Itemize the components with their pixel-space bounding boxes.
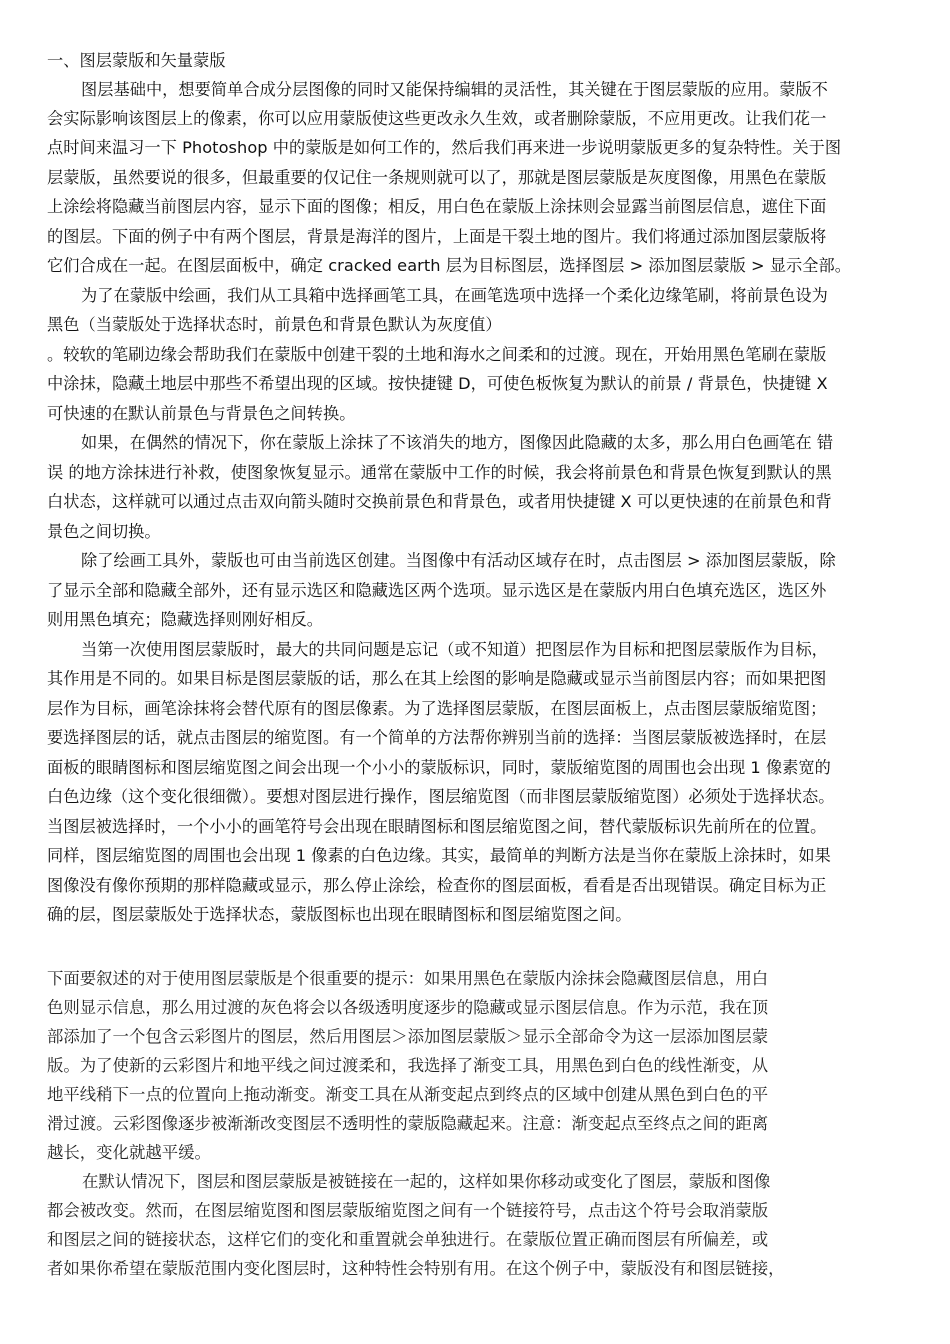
paragraph-line: 都会被改变。然而，在图层缩览图和图层蒙版缩览图之间有一个链接符号，点击这个符号会取消蒙版 <box>47 1201 769 1220</box>
paragraph-line: 色则显示信息，那么用过渡的灰色将会以各级透明度逐步的隐藏或显示图层信息。作为示范，我在顶 <box>47 998 769 1017</box>
paragraph-line: 会实际影响该图层上的像素，你可以应用蒙版使这些更改永久生效，或者删除蒙版，不应用更改。让我们花一 <box>47 109 827 128</box>
paragraph-line: 白状态，这样就可以通过点击双向箭头随时交换前景色和背景色，或者用快捷键 X 可以更快速的在前景色和背 <box>47 492 832 511</box>
paragraph-line: 景色之间切换。 <box>47 522 161 541</box>
paragraph-line: 它们合成在一起。在图层面板中，确定 cracked earth 层为目标图层，选择图层 > 添加图层蒙版 > 显示全部。 <box>47 256 852 275</box>
paragraph-line: 层作为目标，画笔涂抹将会替代原有的图层像素。为了选择图层蒙版，在图层面板上，点击图层蒙版缩览图； <box>47 699 827 718</box>
paragraph-line: 当图层被选择时，一个小小的画笔符号会出现在眼睛图标和图层缩览图之间，替代蒙版标识先前所在的位置。 <box>47 817 827 836</box>
paragraph-line: 除了绘画工具外，蒙版也可由当前选区创建。当图像中有活动区域存在时，点击图层 > 添加图层蒙版，除 <box>81 551 836 570</box>
paragraph-line: 越长，变化就越平缓。 <box>47 1143 211 1162</box>
paragraph-line: 部添加了一个包含云彩图片的图层，然后用图层＞添加图层蒙版＞显示全部命令为这一层添加图层蒙 <box>47 1027 769 1046</box>
paragraph-line: 了显示全部和隐藏全部外，还有显示选区和隐藏选区两个选项。显示选区是在蒙版内用白色填充选区，选区外 <box>47 581 827 600</box>
paragraph-line: 滑过渡。云彩图像逐步被渐渐改变图层不透明性的蒙版隐藏起来。注意：渐变起点至终点之间的距离 <box>47 1114 769 1133</box>
paragraph-line: 同样，图层缩览图的周围也会出现 1 像素的白色边缘。其实，最简单的判断方法是当你在蒙版上涂抹时，如果 <box>47 846 831 865</box>
paragraph-line: 的图层。下面的例子中有两个图层，背景是海洋的图片，上面是干裂土地的图片。我们将通过添加图层蒙版将 <box>47 227 827 246</box>
paragraph-line: 下面要叙述的对于使用图层蒙版是个很重要的提示：如果用黑色在蒙版内涂抹会隐藏图层信息，用白 <box>47 969 769 988</box>
paragraph-line: 白色边缘（这个变化很细微）。要想对图层进行操作，图层缩览图（而非图层蒙版缩览图）必须处于选择状态。 <box>47 787 835 806</box>
paragraph-line: 如果，在偶然的情况下，你在蒙版上涂抹了不该消失的地方，图像因此隐藏的太多，那么用白色画笔在 错 <box>81 433 834 452</box>
paragraph-line: 要选择图层的话，就点击图层的缩览图。有一个简单的方法帮你辨别当前的选择：当图层蒙版被选择时，在层 <box>47 728 827 747</box>
paragraph-line: 者如果你希望在蒙版范围内变化图层时，这种特性会特别有用。在这个例子中，蒙版没有和图层链接， <box>47 1259 785 1278</box>
paragraph-line: 图像没有像你预期的那样隐藏或显示，那么停止涂绘，检查你的图层面板，看看是否出现错误。确定目标为正 <box>47 876 827 895</box>
paragraph-line: 在默认情况下，图层和图层蒙版是被链接在一起的，这样如果你移动或变化了图层，蒙版和图像 <box>82 1172 771 1191</box>
document-title: 一、图层蒙版和矢量蒙版 <box>47 51 226 70</box>
paragraph-line: 为了在蒙版中绘画，我们从工具箱中选择画笔工具，在画笔选项中选择一个柔化边缘笔刷，将前景色设为 <box>81 286 828 305</box>
paragraph-line: 当第一次使用图层蒙版时，最大的共同问题是忘记（或不知道）把图层作为目标和把图层蒙版作为目标， <box>81 640 828 659</box>
paragraph-line: 则用黑色填充；隐藏选择则刚好相反。 <box>47 610 324 629</box>
paragraph-line: 面板的眼睛图标和图层缩览图之间会出现一个小小的蒙版标识，同时，蒙版缩览图的周围也会出现 1 像素宽的 <box>47 758 831 777</box>
paragraph-line: 误 的地方涂抹进行补救，使图象恢复显示。通常在蒙版中工作的时候，我会将前景色和背景色恢复到默认的黑 <box>47 463 832 482</box>
paragraph-line: 其作用是不同的。如果目标是图层蒙版的话，那么在其上绘图的影响是隐藏或显示当前图层内容；而如果把图 <box>47 669 827 688</box>
paragraph-line: 中涂抹，隐藏土地层中那些不希望出现的区域。按快捷键 D，可使色板恢复为默认的前景 / 背景色，快捷键 X <box>47 374 828 393</box>
paragraph-line: 层蒙版，虽然要说的很多，但最重要的仅记住一条规则就可以了，那就是图层蒙版是灰度图像，用黑色在蒙版 <box>47 168 827 187</box>
paragraph-line: 版。为了使新的云彩图片和地平线之间过渡柔和，我选择了渐变工具，用黑色到白色的线性渐变，从 <box>47 1056 769 1075</box>
paragraph-line: 。较软的笔刷边缘会帮助我们在蒙版中创建干裂的土地和海水之间柔和的过渡。现在，开始用黑色笔刷在蒙版 <box>47 345 827 364</box>
paragraph-line: 地平线稍下一点的位置向上拖动渐变。渐变工具在从渐变起点到终点的区域中创建从黑色到白色的平 <box>47 1085 769 1104</box>
paragraph-line: 确的层，图层蒙版处于选择状态，蒙版图标也出现在眼睛图标和图层缩览图之间。 <box>47 905 632 924</box>
paragraph-line: 可快速的在默认前景色与背景色之间转换。 <box>47 404 356 423</box>
paragraph-line: 黑色（当蒙版处于选择状态时，前景色和背景色默认为灰度值） <box>47 315 502 334</box>
paragraph-line: 图层基础中，想要简单合成分层图像的同时又能保持编辑的灵活性，其关键在于图层蒙版的应用。蒙版不 <box>81 80 828 99</box>
paragraph-line: 上涂绘将隐藏当前图层内容，显示下面的图像；相反，用白色在蒙版上涂抹则会显露当前图层信息，遮住下面 <box>47 197 827 216</box>
paragraph-line: 和图层之间的链接状态，这样它们的变化和重置就会单独进行。在蒙版位置正确而图层有所偏差，或 <box>47 1230 769 1249</box>
paragraph-line: 点时间来温习一下 Photoshop 中的蒙版是如何工作的，然后我们再来进一步说明蒙版更多的复杂特性。关于图 <box>47 138 842 157</box>
